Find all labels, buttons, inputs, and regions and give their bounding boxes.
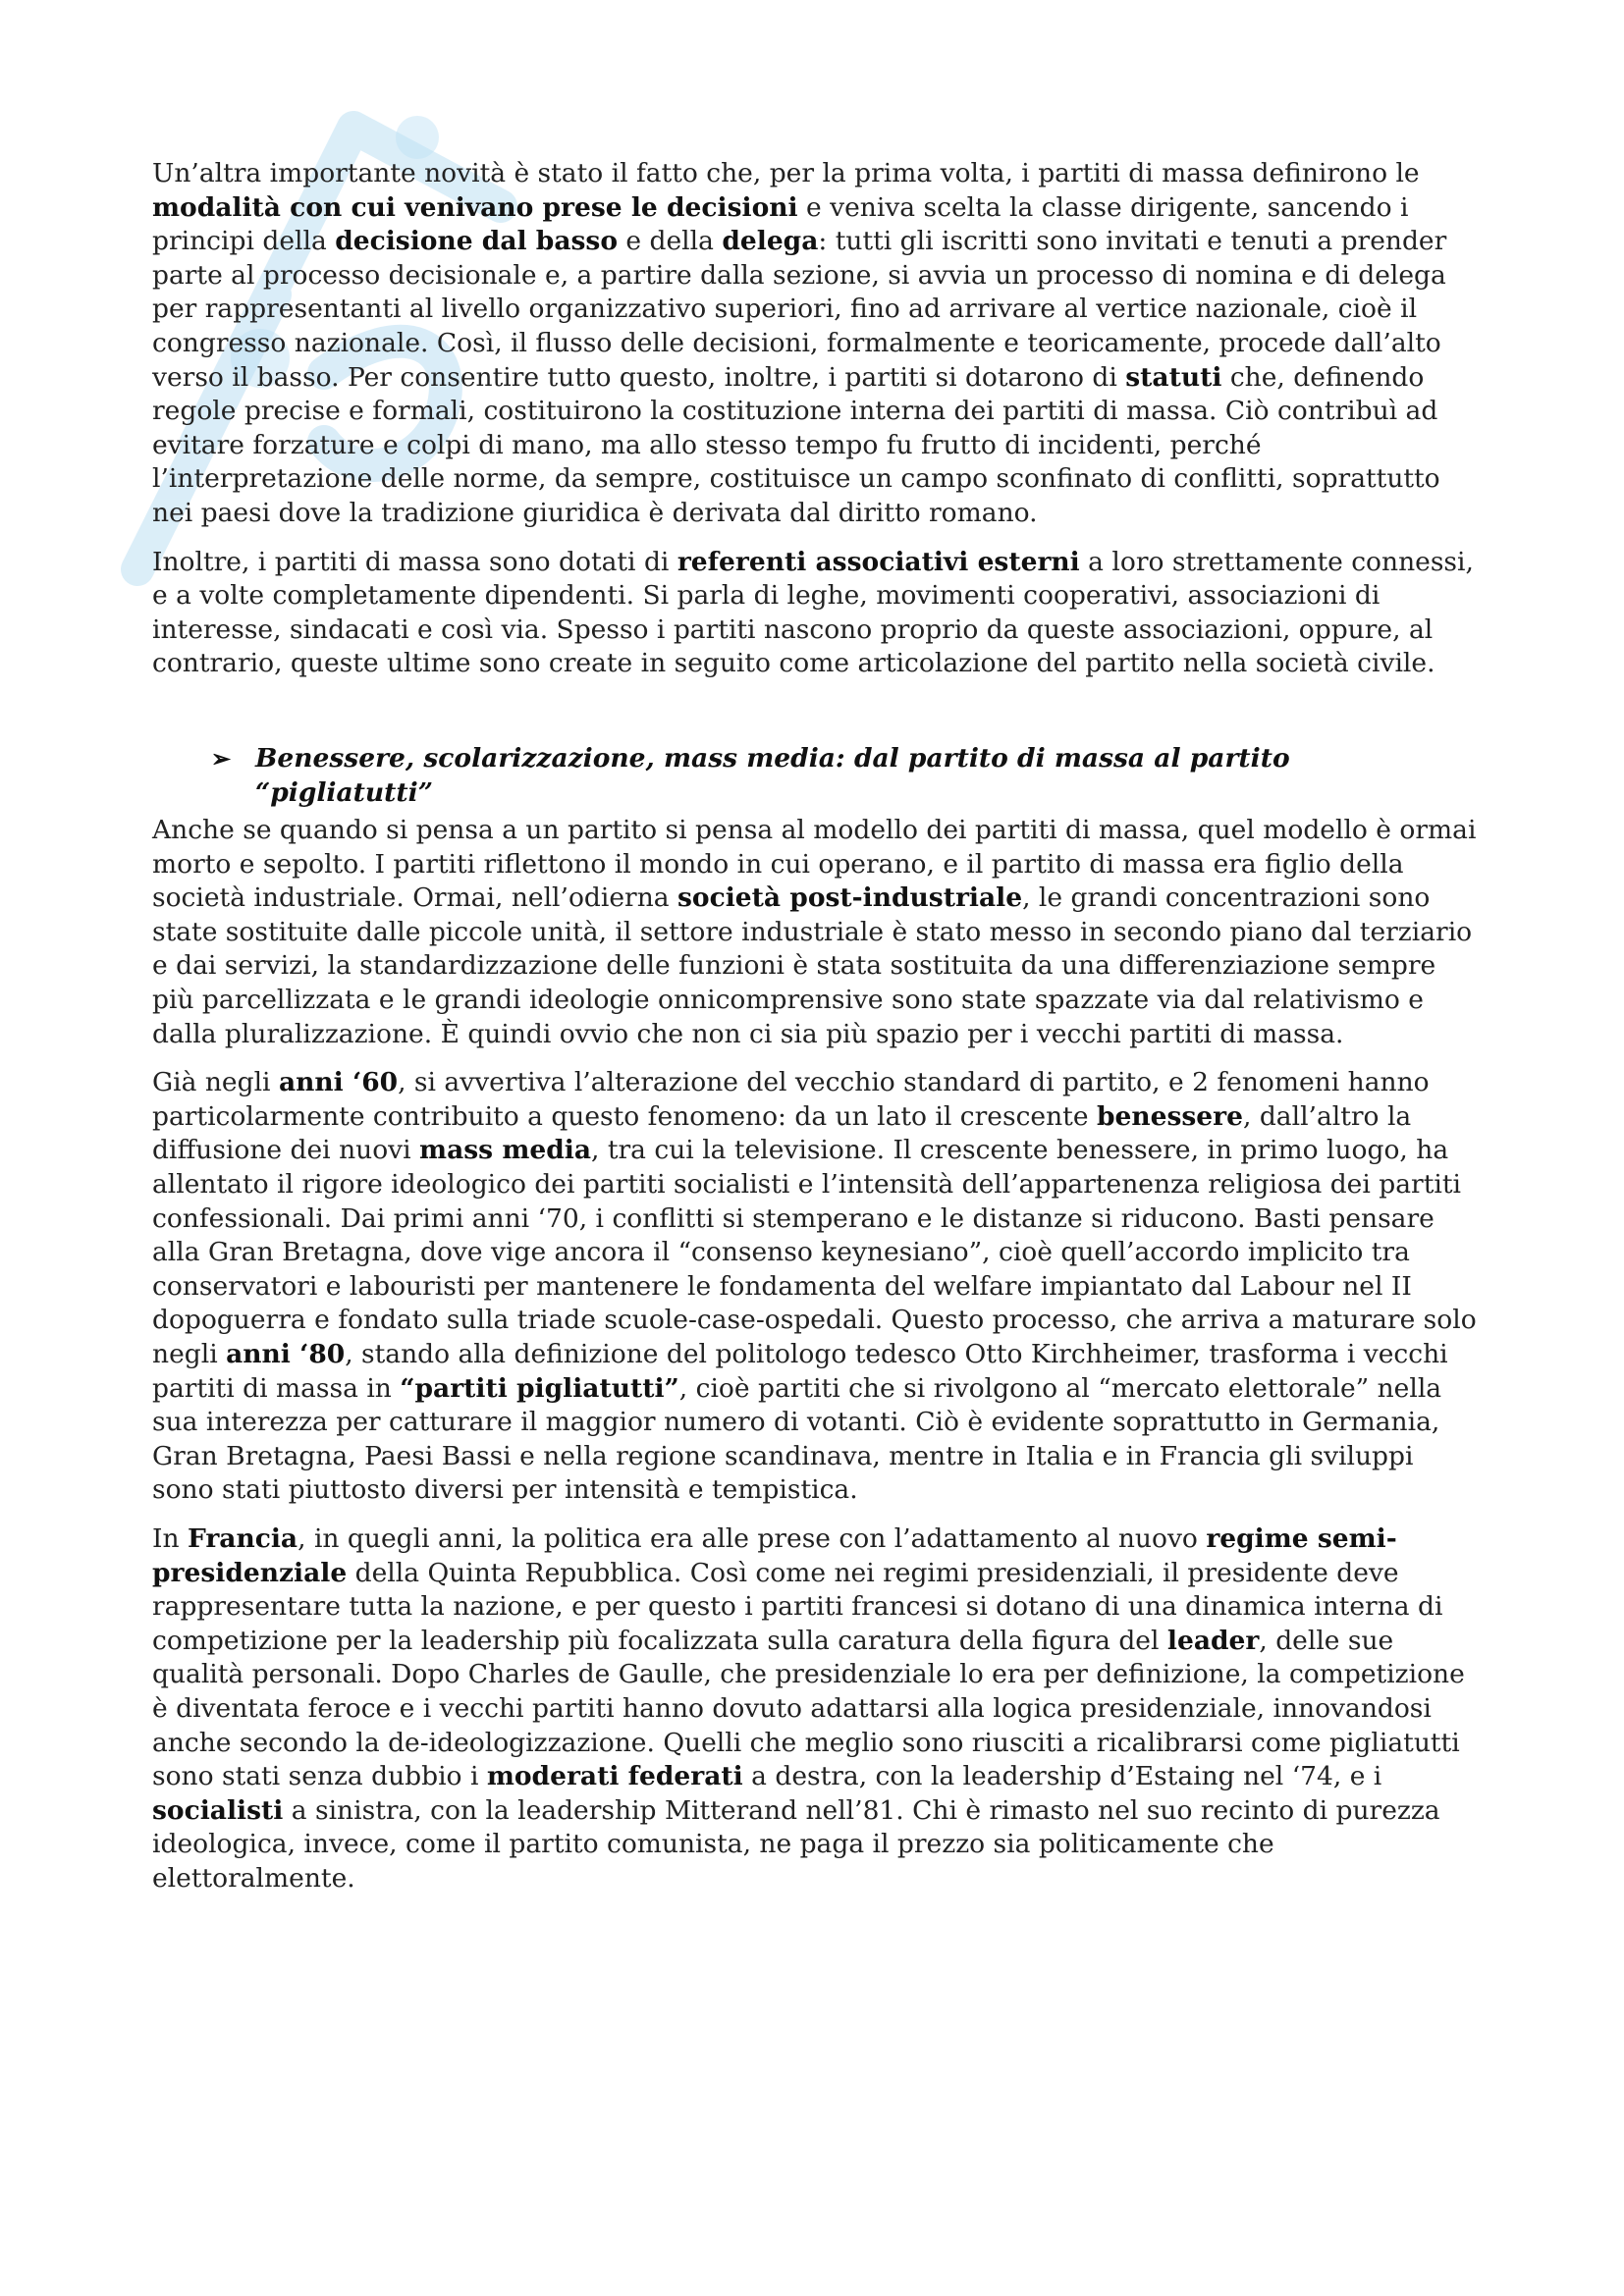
text-run: a destra, con la leadership d’Estaing nel ‘74, e i: [742, 1761, 1382, 1792]
paragraph-catch-all-parties: [152, 1066, 1483, 1508]
bold-term: socialisti: [152, 1794, 284, 1826]
text-run: Inoltre, i partiti di massa sono dotati di: [152, 546, 677, 577]
text-run: a sinistra, con la leadership Mitterand nell’81. Chi è rimasto nel suo recinto di purezza ideologica, invece, come il partito comunista, ne paga il prezzo sia politicamente che elettoralmente.: [152, 1794, 1440, 1894]
text-run: In: [152, 1522, 188, 1554]
bold-term: moderati federati: [486, 1761, 743, 1792]
section-heading-text: Benessere, scolarizzazione, mass media: dal partito di massa al partito “pigliatutti”: [255, 742, 1290, 808]
text-run: Anche se quando si pensa a un partito si pensa al modello dei partiti di massa, quel modello è ormai morto e sepolto. I partiti riflettono il mondo in cui operano, e il partito di massa era figlio della società industriale. Ormai, nell’odierna: [152, 815, 1477, 914]
bold-term: Francia: [187, 1522, 298, 1554]
bold-term: benessere: [1096, 1100, 1243, 1132]
paragraph-post-industrial: [152, 814, 1483, 1051]
text-run: Un’altra importante novità è stato il fatto che, per la prima volta, i partiti di massa definirono le: [152, 158, 1420, 188]
text-run: , cioè partiti che si rivolgono al “mercato elettorale” nella sua interezza per catturare il maggior numero di votanti. Ciò è evidente soprattutto in Germania, Gran Bretagna, Paesi Bassi e nella regione scandinava, mentre in Italia e in Francia gli sviluppi sono stati piuttosto diversi per intensità e tempistica.: [152, 1372, 1442, 1506]
text-run: , le grandi concentrazioni sono state sostituite dalle piccole unità, il settore industriale è stato messo in secondo piano dal terziario e dai servizi, la standardizzazione delle funzioni è stata sostituita da una differenziazione sempre più parcellizzata e le grandi ideologie onnicomprensive sono state spazzate via dal relativismo e dalla pluralizzazione. È quindi ovvio che non ci sia più spazio per i vecchi partiti di massa.: [152, 882, 1473, 1049]
bold-term: statuti: [1125, 361, 1222, 393]
text-run: Già negli: [152, 1067, 279, 1098]
section-heading: [152, 742, 1483, 810]
bold-term: anni ‘80: [226, 1339, 346, 1369]
text-run: , tra cui la televisione. Il crescente benessere, in primo luogo, ha allentato il rigore ideologico dei partiti socialisti e l’intensità dell’appartenenza religiosa dei partiti confessionali. Dai primi anni ‘70, i conflitti si stemperano e le distanze si riducono. Basti pensare alla Gran Bretagna, dove vige ancora il “consenso keynesiano”, cioè quell’accordo implicito tra conservatori e labouristi per mantenere le fondamenta del welfare impiantato dal Labour nel II dopoguerra e fondato sulla triade scuole-case-ospedali. Questo processo, che arriva a maturare solo negli: [152, 1135, 1477, 1369]
text-run: , dall’altro la diffusione dei nuovi: [152, 1100, 1412, 1166]
bold-term: “partiti pigliatutti”: [400, 1372, 679, 1404]
bold-term: anni ‘60: [278, 1067, 399, 1098]
paragraph-external-associations: [152, 546, 1483, 681]
text-run: che, definendo regole precise e formali, costituirono la costituzione interna dei partiti di massa. Ciò contribuì ad evitare forzature e colpi di mano, ma allo stesso tempo fu frutto di incidenti, perché l’interpretazione delle norme, da sempre, costituisce un campo sconfinato di conflitti, soprattutto nei paesi dove la tradizione giuridica è derivata dal diritto romano.: [152, 361, 1440, 528]
text-run: , in quegli anni, la politica era alle prese con l’adattamento al nuovo: [298, 1522, 1207, 1554]
paragraph-decision-rules: [152, 157, 1483, 531]
paragraph-france: [152, 1522, 1483, 1896]
text-run: della Quinta Repubblica. Così come nei regimi presidenziali, il presidente deve rappresentare tutta la nazione, e per questo i partiti francesi si dotano di una dinamica interna di competizione per la leadership più focalizzata sulla caratura della figura del: [152, 1557, 1443, 1656]
text-run: e veniva scelta la classe dirigente, sancendo i principi della: [152, 191, 1409, 257]
arrow-bullet-icon: ➢: [211, 743, 232, 773]
document-page: [152, 157, 1483, 1911]
bold-term: decisione dal basso: [335, 226, 618, 257]
bold-term: referenti associativi esterni: [677, 546, 1080, 577]
bold-term: società post-industriale: [677, 882, 1023, 914]
text-run: , delle sue qualità personali. Dopo Charles de Gaulle, che presidenziale lo era per definizione, la competizione è diventata feroce e i vecchi partiti hanno dovuto adattarsi alla logica presidenziale, innovandosi anche secondo la de-ideologizzazione. Quelli che meglio sono riusciti a ricalibrarsi come pigliatutti sono stati senza dubbio i: [152, 1625, 1465, 1792]
bold-term: delega: [722, 226, 819, 257]
text-run: a loro strettamente connessi, e a volte completamente dipendenti. Si parla di leghe, movimenti cooperativi, associazioni di interesse, sindacati e così via. Spesso i partiti nascono proprio da queste associazioni, oppure, al contrario, queste ultime sono create in seguito come articolazione del partito nella società civile.: [152, 546, 1474, 679]
bold-term: leader: [1166, 1625, 1260, 1656]
text-run: , si avvertiva l’alterazione del vecchio standard di partito, e 2 fenomeni hanno particolarmente contribuito a questo fenomeno: da un lato il crescente: [152, 1067, 1430, 1132]
bold-term: mass media: [419, 1135, 591, 1166]
text-run: , stando alla definizione del politologo tedesco Otto Kirchheimer, trasforma i vecchi partiti di massa in: [152, 1339, 1448, 1404]
bold-term: regime semi-presidenziale: [152, 1522, 1397, 1588]
text-run: : tutti gli iscritti sono invitati e tenuti a prender parte al processo decisionale e, a partire dalla sezione, si avvia un processo di nomina e di delega per rappresentanti al livello organizzativo superiori, fino ad arrivare al vertice nazionale, cioè il congresso nazionale. Così, il flusso delle decisioni, formalmente e teoricamente, procede dall’alto verso il basso. Per consentire tutto questo, inoltre, i partiti si dotarono di: [152, 226, 1447, 393]
text-run: e della: [618, 226, 723, 257]
bold-term: modalità con cui venivano prese le decisioni: [152, 191, 798, 223]
